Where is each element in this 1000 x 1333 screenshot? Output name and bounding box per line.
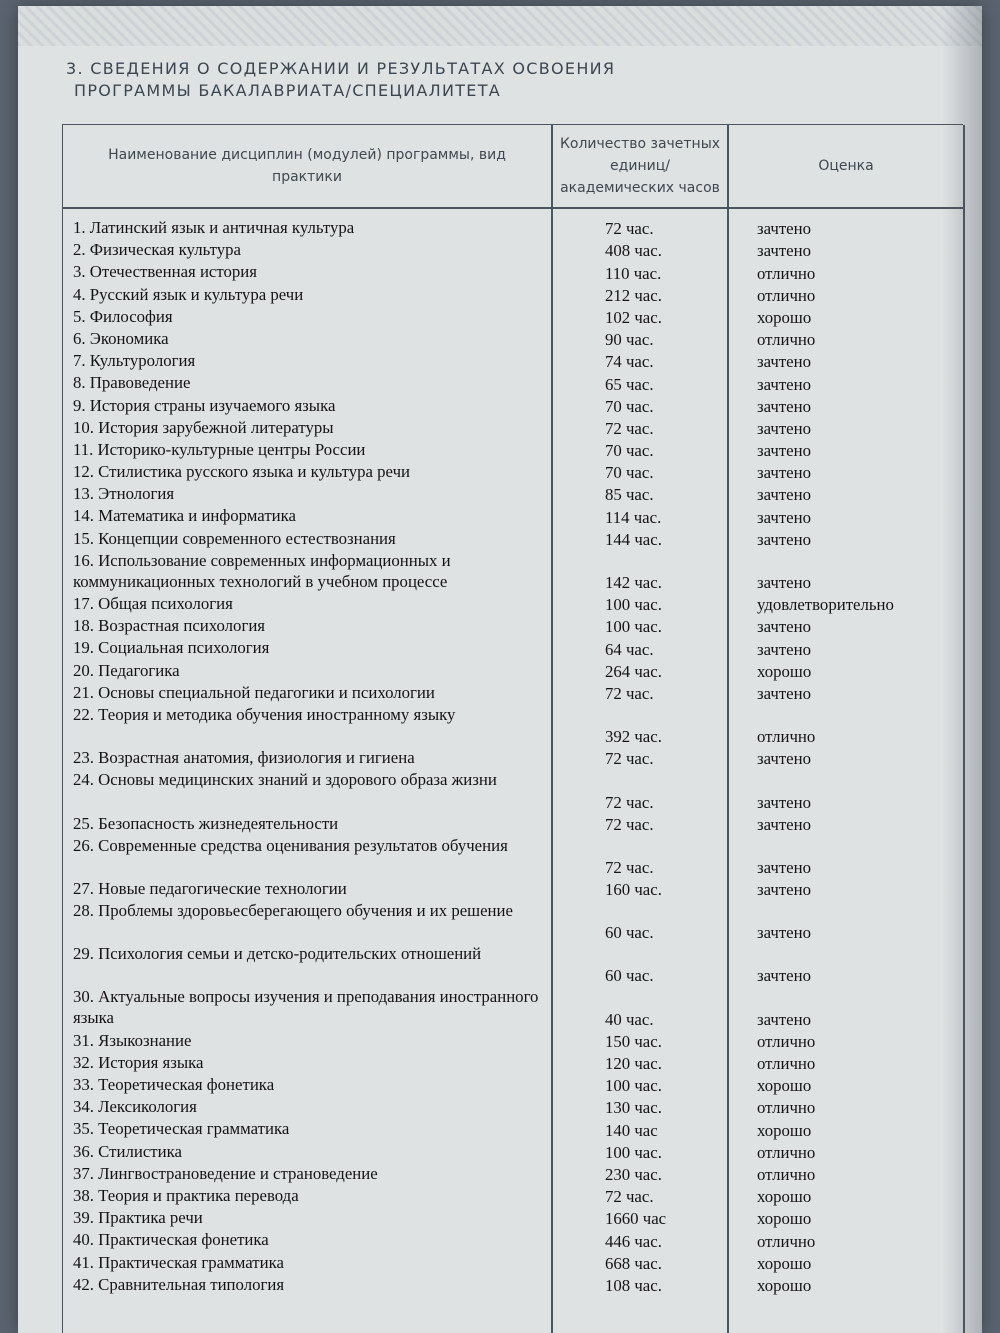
discipline-hours: 120 час. (605, 1054, 662, 1073)
discipline-grade: зачтено (757, 507, 811, 527)
discipline-name: 21. Основы специальной педагогики и психологии (73, 682, 435, 702)
discipline-grade: хорошо (757, 1209, 812, 1229)
column-divider (963, 125, 965, 1333)
discipline-name: 15. Концепции современного естествознания (73, 528, 396, 548)
discipline-grade: отлично (757, 285, 816, 305)
discipline-grade: зачтено (757, 683, 811, 703)
discipline-grade: зачтено (757, 1009, 811, 1029)
discipline-grade: зачтено (757, 441, 811, 461)
discipline-name: 10. История зарубежной литературы (73, 417, 334, 437)
discipline-hours: 114 час. (605, 507, 662, 527)
discipline-name: 18. Возрастная психология (73, 616, 266, 636)
discipline-hours: 108 час. (605, 1275, 662, 1295)
table-row (63, 217, 963, 239)
discipline-hours: 72 час. (605, 219, 654, 239)
discipline-hours: 85 час. (605, 485, 654, 505)
table-row (63, 878, 963, 900)
discipline-hours: 212 час. (605, 285, 662, 305)
discipline-grade: зачтено (757, 485, 811, 505)
discipline-grade: зачтено (757, 880, 811, 900)
discipline-grade: зачтено (757, 617, 811, 637)
table-row (63, 328, 963, 350)
discipline-hours: 72 час. (605, 792, 654, 812)
discipline-name: 8. Правоведение (73, 373, 191, 393)
discipline-name: 39. Практика речи (73, 1208, 203, 1228)
discipline-grade: хорошо (757, 1187, 812, 1207)
table-row (63, 239, 963, 261)
discipline-grade: зачтено (757, 219, 811, 239)
table-row (63, 1141, 963, 1163)
discipline-hours: 102 час. (605, 307, 662, 327)
discipline-grade: отлично (757, 263, 816, 283)
guilloche-border (18, 6, 982, 46)
discipline-name: 22. Теория и методика обучения иностранному языку (73, 704, 456, 724)
discipline-name: 19. Социальная психология (73, 638, 270, 658)
discipline-name: 2. Физическая культура (73, 240, 241, 260)
discipline-name: 11. Историко-культурные центры России (73, 439, 366, 459)
discipline-name: 17. Общая психология (73, 594, 233, 613)
discipline-hours: 90 час. (605, 330, 654, 350)
discipline-name: 4. Русский язык и культура речи (73, 284, 304, 304)
discipline-name: 42. Сравнительная типология (73, 1274, 285, 1294)
discipline-hours: 74 час. (605, 352, 654, 372)
table-row (63, 835, 963, 878)
discipline-name: 1. Латинский язык и античная культура (73, 218, 355, 237)
discipline-grade: зачтено (757, 749, 811, 769)
discipline-hours: 408 час. (605, 241, 662, 261)
discipline-hours: 40 час. (605, 1009, 654, 1029)
table-row (63, 682, 963, 704)
discipline-hours: 72 час. (605, 418, 654, 438)
discipline-grade: зачтено (757, 814, 811, 834)
discipline-grade: зачтено (757, 463, 811, 483)
table-row (63, 593, 963, 615)
table-row (63, 1185, 963, 1207)
table-row (63, 417, 963, 439)
discipline-grade: зачтено (757, 418, 811, 438)
discipline-grade: отлично (757, 727, 816, 747)
table-row (63, 483, 963, 505)
discipline-hours: 60 час. (605, 923, 654, 943)
table-row (63, 1252, 963, 1274)
table-row (63, 461, 963, 483)
discipline-name: 20. Педагогика (73, 660, 180, 680)
discipline-grade: хорошо (757, 307, 812, 327)
table-row (63, 284, 963, 306)
discipline-hours: 64 час. (605, 639, 654, 659)
discipline-grade: зачтено (757, 529, 811, 549)
table-row (63, 1163, 963, 1185)
discipline-hours: 100 час. (605, 1076, 662, 1096)
discipline-hours: 100 час. (605, 1142, 662, 1162)
discipline-hours: 100 час. (605, 617, 662, 637)
section-title-line-2: ПРОГРАММЫ БАКАЛАВРИАТА/СПЕЦИАЛИТЕТА (74, 81, 502, 100)
discipline-grade: зачтено (757, 923, 811, 943)
table-row (63, 439, 963, 461)
discipline-hours: 72 час. (605, 1187, 654, 1207)
table-row (63, 528, 963, 550)
table-row (63, 1096, 963, 1118)
discipline-name: 26. Современные средства оценивания результатов обучения (73, 835, 508, 855)
discipline-grade: зачтено (757, 352, 811, 372)
discipline-hours: 144 час. (605, 529, 662, 549)
discipline-hours: 70 час. (605, 441, 654, 461)
table-row (63, 943, 963, 986)
table-row (63, 1274, 963, 1296)
discipline-hours: 70 час. (605, 396, 654, 416)
table-row (63, 395, 963, 417)
discipline-grade: отлично (757, 330, 816, 350)
discipline-hours: 668 час. (605, 1253, 662, 1273)
table-row (63, 505, 963, 527)
discipline-grade: зачтено (757, 639, 811, 659)
section-title (66, 58, 615, 102)
table-row (63, 747, 963, 769)
discipline-grade: зачтено (757, 857, 811, 877)
table-row (63, 900, 963, 943)
discipline-grade: зачтено (757, 966, 811, 986)
discipline-hours: 72 час. (605, 814, 654, 834)
discipline-name: 23. Возрастная анатомия, физиология и гигиена (73, 748, 415, 768)
discipline-hours: 72 час. (605, 749, 654, 769)
discipline-grade: зачтено (757, 396, 811, 416)
discipline-grade: отлично (757, 1142, 816, 1162)
table-row (63, 704, 963, 747)
discipline-name: 36. Стилистика (73, 1141, 182, 1161)
discipline-hours: 230 час. (605, 1164, 662, 1184)
discipline-grade: хорошо (757, 1120, 812, 1140)
discipline-hours: 65 час. (605, 374, 654, 394)
discipline-name: 30. Актуальные вопросы изучения и преподавания иностранного языка (73, 987, 539, 1028)
table-row (63, 986, 963, 1029)
table-row (63, 1229, 963, 1251)
table-row (63, 660, 963, 682)
table-row (63, 372, 963, 394)
discipline-name: 3. Отечественная история (73, 262, 257, 282)
discipline-grade: зачтено (757, 573, 811, 592)
table-row (63, 1118, 963, 1140)
diploma-supplement-page (18, 6, 982, 1333)
table-row (63, 637, 963, 659)
discipline-grade: удовлетворительно (757, 595, 894, 615)
discipline-grade: хорошо (757, 1076, 812, 1096)
discipline-hours: 392 час. (605, 727, 662, 747)
table-row (63, 1052, 963, 1074)
discipline-name: 9. История страны изучаемого языка (73, 395, 336, 415)
table-row (63, 550, 963, 593)
discipline-name: 28. Проблемы здоровьесберегающего обучения и их решение (73, 901, 513, 921)
header-divider (63, 207, 963, 209)
table-row (63, 1030, 963, 1052)
discipline-name: 38. Теория и практика перевода (73, 1185, 299, 1205)
discipline-hours: 140 час (605, 1120, 658, 1140)
discipline-name: 31. Языкознание (73, 1030, 192, 1050)
table-row (63, 350, 963, 372)
disciplines-table (62, 124, 963, 1333)
discipline-hours: 100 час. (605, 595, 662, 615)
discipline-grade: отлично (757, 1054, 816, 1073)
discipline-grade: зачтено (757, 241, 811, 261)
discipline-grade: хорошо (757, 661, 812, 681)
discipline-name: 6. Экономика (73, 328, 169, 348)
discipline-hours: 160 час. (605, 880, 662, 900)
table-row (63, 813, 963, 835)
discipline-hours: 110 час. (605, 263, 662, 283)
table-row (63, 1074, 963, 1096)
discipline-grade: отлично (757, 1031, 816, 1051)
header-credit-hours: Количество зачетных единиц/ академических часов (559, 136, 721, 196)
discipline-hours: 142 час. (605, 573, 662, 592)
discipline-name: 33. Теоретическая фонетика (73, 1075, 275, 1094)
header-discipline-name: Наименование дисциплин (модулей) программы, вид практики (108, 147, 506, 185)
discipline-name: 24. Основы медицинских знаний и здорового образа жизни (73, 770, 497, 790)
discipline-name: 32. История языка (73, 1052, 204, 1072)
discipline-name: 14. Математика и информатика (73, 506, 296, 526)
discipline-name: 37. Лингвострановедение и страноведение (73, 1163, 378, 1183)
discipline-name: 7. Культурология (73, 351, 196, 371)
discipline-name: 35. Теоретическая грамматика (73, 1119, 290, 1139)
discipline-hours: 150 час. (605, 1031, 662, 1051)
discipline-grade: хорошо (757, 1253, 812, 1273)
table-row (63, 769, 963, 812)
discipline-hours: 130 час. (605, 1098, 662, 1118)
discipline-grade: зачтено (757, 792, 811, 812)
section-title-line-1: 3. СВЕДЕНИЯ О СОДЕРЖАНИИ И РЕЗУЛЬТАТАХ ОСВОЕНИЯ (66, 59, 616, 78)
discipline-hours: 70 час. (605, 463, 654, 483)
discipline-hours: 1660 час (605, 1209, 667, 1229)
discipline-name: 25. Безопасность жизнедеятельности (73, 813, 339, 833)
discipline-name: 41. Практическая грамматика (73, 1252, 284, 1272)
discipline-name: 13. Этнология (73, 484, 175, 504)
discipline-name: 40. Практическая фонетика (73, 1230, 269, 1250)
discipline-grade: зачтено (757, 374, 811, 394)
discipline-name: 27. Новые педагогические технологии (73, 878, 347, 898)
discipline-name: 16. Использование современных информационных и коммуникационных технологий в учебном процессе (73, 550, 451, 591)
discipline-name: 29. Психология семьи и детско-родительских отношений (73, 944, 482, 964)
discipline-grade: хорошо (757, 1275, 812, 1295)
table-row (63, 1207, 963, 1229)
discipline-hours: 60 час. (605, 966, 654, 986)
table-row (63, 306, 963, 328)
discipline-grade: отлично (757, 1231, 816, 1251)
discipline-name: 12. Стилистика русского языка и культура речи (73, 462, 410, 482)
discipline-name: 34. Лексикология (73, 1097, 197, 1117)
discipline-hours: 72 час. (605, 857, 654, 877)
discipline-hours: 446 час. (605, 1231, 662, 1251)
discipline-hours: 264 час. (605, 661, 662, 681)
header-grade: Оценка (818, 158, 874, 174)
discipline-grade: отлично (757, 1098, 816, 1118)
discipline-grade: отлично (757, 1164, 816, 1184)
discipline-hours: 72 час. (605, 683, 654, 703)
discipline-name: 5. Философия (73, 306, 173, 326)
table-body (63, 217, 963, 1296)
table-row (63, 615, 963, 637)
table-row (63, 261, 963, 283)
